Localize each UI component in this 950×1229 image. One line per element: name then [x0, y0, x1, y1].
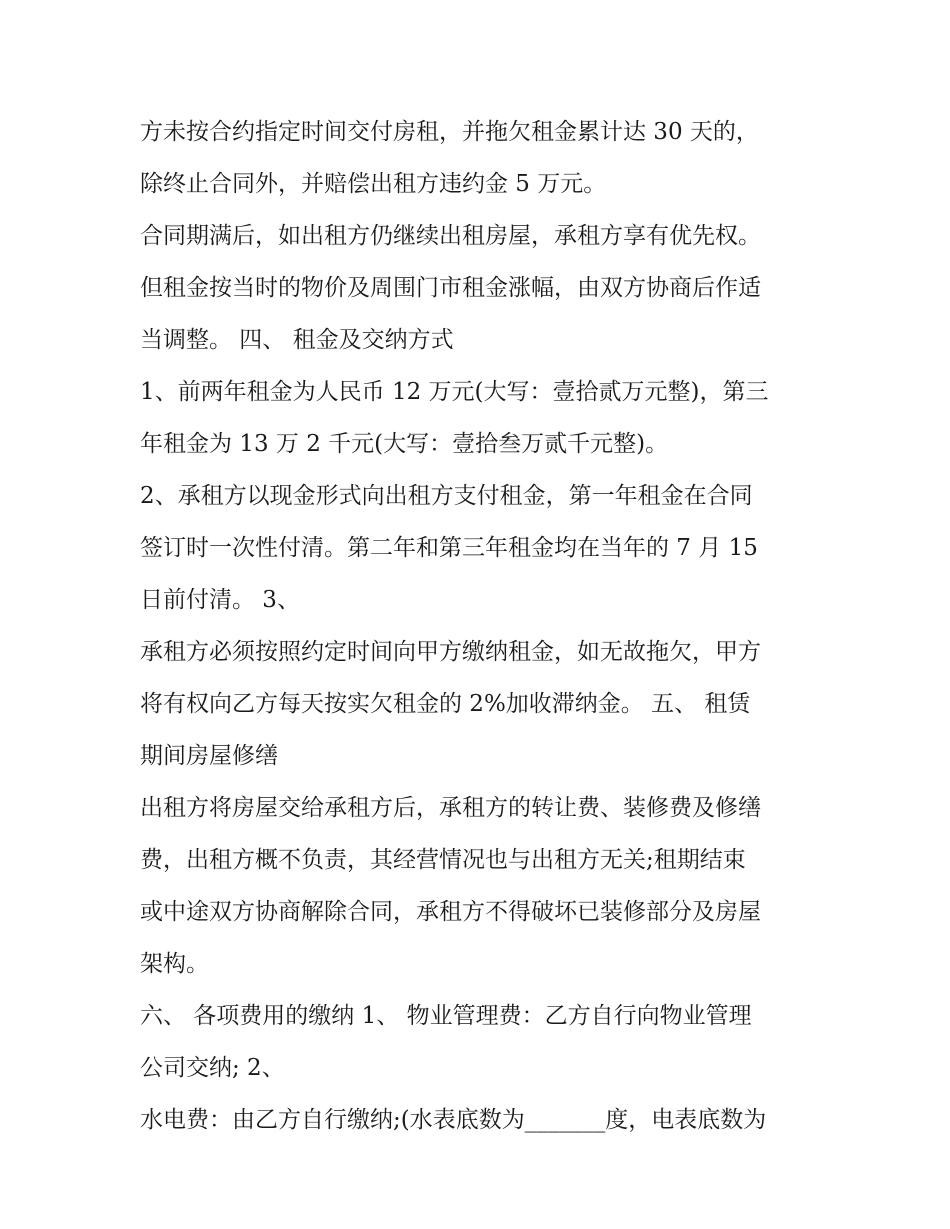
text-line: 2、承租方以现金形式向出租方支付租金，第一年租金在合同 — [140, 483, 753, 509]
text-line: 期间房屋修缮 — [140, 743, 278, 769]
text-line: 年租金为 13 万 2 千元(大写：壹拾叁万贰千元整)。 — [140, 431, 669, 457]
text-line: 或中途双方协商解除合同，承租方不得破坏已装修部分及房屋 — [140, 899, 761, 925]
text-line: 承租方必须按照约定时间向甲方缴纳租金，如无故拖欠，甲方 — [140, 639, 761, 665]
text-line: 但租金按当时的物价及周围门市租金涨幅，由双方协商后作适 — [140, 275, 761, 301]
text-line: 1、前两年租金为人民币 12 万元(大写：壹拾贰万元整)，第三 — [140, 379, 769, 405]
text-line: 当调整。 四、 租金及交纳方式 — [140, 327, 454, 353]
text-line: 签订时一次性付清。第二年和第三年租金均在当年的 7 月 15 — [140, 535, 758, 561]
text-line: 费，出租方概不负责，其经营情况也与出租方无关;租期结束 — [140, 847, 746, 873]
text-line: 合同期满后，如出租方仍继续出租房屋，承租方享有优先权。 — [140, 223, 761, 249]
text-line: 将有权向乙方每天按实欠租金的 2%加收滞纳金。 五、 租赁 — [140, 691, 751, 717]
text-line: 方未按合约指定时间交付房租，并拖欠租金累计达 30 天的， — [140, 119, 759, 145]
text-line: 出租方将房屋交给承租方后，承租方的转让费、装修费及修缮 — [140, 795, 761, 821]
text-line: 架构。 — [140, 951, 209, 977]
text-line: 除终止合同外，并赔偿出租方违约金 5 万元。 — [140, 171, 607, 197]
text-line: 公司交纳; 2、 — [140, 1055, 285, 1081]
text-line: 水电费：由乙方自行缴纳;(水表底数为_______度，电表底数为 — [140, 1107, 767, 1133]
text-line: 六、 各项费用的缴纳 1、 物业管理费：乙方自行向物业管理 — [140, 1003, 752, 1029]
text-line: 日前付清。 3、 — [140, 587, 300, 613]
contract-text-body — [140, 106, 830, 1146]
